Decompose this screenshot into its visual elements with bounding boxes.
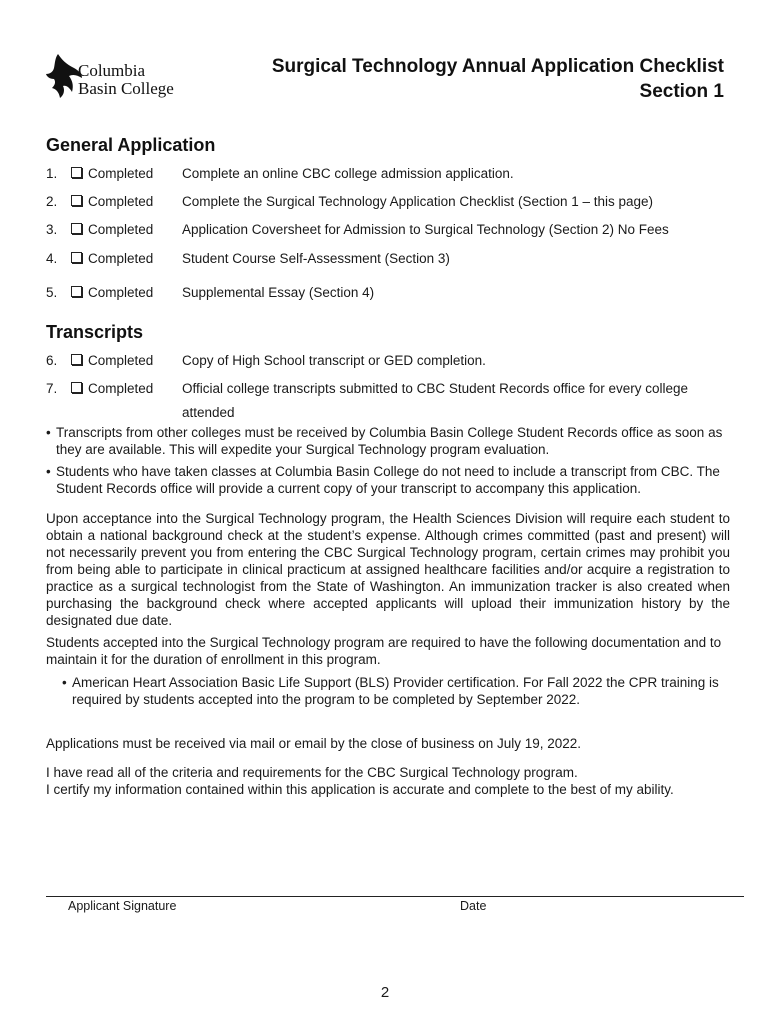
completed-checkbox[interactable] bbox=[71, 380, 153, 398]
item-number: 1. bbox=[46, 166, 58, 181]
note-text: Students who have taken classes at Columbia Basin College do not need to include a transcript from CBC. The Student Records office will provide a current copy of your transcript to accompany this application. bbox=[56, 464, 720, 496]
completed-checkbox[interactable] bbox=[71, 250, 153, 268]
checkbox-icon bbox=[71, 252, 82, 263]
bls-text: American Heart Association Basic Life Support (BLS) Provider certification. For Fall 2022 the CPR training is required by students accepted into the program to be completed by September 2022. bbox=[72, 675, 719, 707]
logo-wordmark bbox=[78, 62, 174, 98]
item-description: Student Course Self-Assessment (Section 3) bbox=[182, 251, 450, 266]
completed-checkbox[interactable] bbox=[71, 193, 153, 211]
transcripts-heading: Transcripts bbox=[46, 322, 144, 342]
checkbox-label: Completed bbox=[88, 194, 154, 209]
checkbox-icon bbox=[71, 223, 82, 234]
checkbox-label: Completed bbox=[88, 285, 154, 300]
signature-line[interactable] bbox=[46, 896, 744, 897]
certify-line-1: I have read all of the criteria and requirements for the CBC Surgical Technology program. bbox=[46, 765, 578, 780]
page-number: 2 bbox=[380, 984, 390, 1001]
completed-checkbox[interactable] bbox=[71, 165, 153, 183]
note-text: Transcripts from other colleges must be received by Columbia Basin College Student Records office as soon as they are available. This will expedite your Surgical Technology program evaluation. bbox=[56, 425, 723, 457]
logo-line-1: Columbia bbox=[78, 61, 146, 80]
title-line-2: Section 1 bbox=[639, 81, 724, 102]
applicant-signature-label: Applicant Signature bbox=[68, 899, 177, 913]
item-number: 7. bbox=[46, 381, 58, 396]
completed-checkbox[interactable] bbox=[71, 352, 153, 370]
date-label: Date bbox=[460, 899, 487, 913]
item-description: Supplemental Essay (Section 4) bbox=[182, 285, 375, 300]
bullet-icon: • bbox=[46, 464, 51, 479]
checkbox-label: Completed bbox=[88, 381, 154, 396]
completed-checkbox[interactable] bbox=[71, 221, 153, 239]
deadline-text: Applications must be received via mail or email by the close of business on July 19, 2022. bbox=[46, 736, 582, 751]
item-number: 4. bbox=[46, 251, 58, 266]
completed-checkbox[interactable] bbox=[71, 284, 153, 302]
bullet-icon: • bbox=[46, 425, 51, 440]
item-number: 2. bbox=[46, 194, 58, 209]
title-line-1: Surgical Technology Annual Application Checklist bbox=[271, 56, 724, 77]
college-logo bbox=[44, 52, 204, 104]
item-description: Complete the Surgical Technology Application Checklist (Section 1 – this page) bbox=[182, 194, 654, 209]
documentation-paragraph: Students accepted into the Surgical Technology program are required to have the following documentation and to maintain it for the duration of enrollment in this program. bbox=[46, 635, 722, 667]
item-description: Official college transcripts submitted to CBC Student Records office for every college attended bbox=[182, 381, 688, 420]
checkbox-label: Completed bbox=[88, 251, 154, 266]
bls-requirement bbox=[62, 674, 752, 708]
checkbox-label: Completed bbox=[88, 353, 154, 368]
general-application-heading: General Application bbox=[46, 135, 216, 155]
background-check-paragraph: Upon acceptance into the Surgical Technology program, the Health Sciences Division will require each student to obtain a national background check at the student’s expense. Although crimes committed (past and present) will not necessarily prevent you from entering the CBC Surgical Technology program, certain crimes may prohibit you from being able to participate in clinical practicum at assigned healthcare facilities and/or acquire a registration to practice as a surgical technologist from the State of Washington. An immunization tracker is also created when purchasing the background check where accepted applicants will upload their immunization history by the designated due date. bbox=[46, 511, 730, 628]
item-description: Application Coversheet for Admission to Surgical Technology (Section 2) No Fees bbox=[182, 222, 669, 237]
checkbox-label: Completed bbox=[88, 222, 154, 237]
checkbox-icon bbox=[71, 382, 82, 393]
item-description: Complete an online CBC college admission application. bbox=[182, 166, 514, 181]
item-number: 5. bbox=[46, 285, 58, 300]
certify-line-2: I certify my information contained within this application is accurate and complete to the best of my ability. bbox=[46, 782, 674, 797]
checkbox-icon bbox=[71, 354, 82, 365]
document-title bbox=[272, 54, 724, 104]
checkbox-icon bbox=[71, 195, 82, 206]
transcript-note-2 bbox=[46, 463, 746, 497]
item-description: Copy of High School transcript or GED completion. bbox=[182, 353, 486, 368]
item-number: 3. bbox=[46, 222, 58, 237]
bullet-icon: • bbox=[62, 675, 67, 690]
logo-line-2: Basin College bbox=[78, 79, 174, 98]
transcript-note-1 bbox=[46, 424, 746, 458]
checkbox-label: Completed bbox=[88, 166, 154, 181]
checkbox-icon bbox=[71, 286, 82, 297]
checkbox-icon bbox=[71, 167, 82, 178]
item-number: 6. bbox=[46, 353, 58, 368]
